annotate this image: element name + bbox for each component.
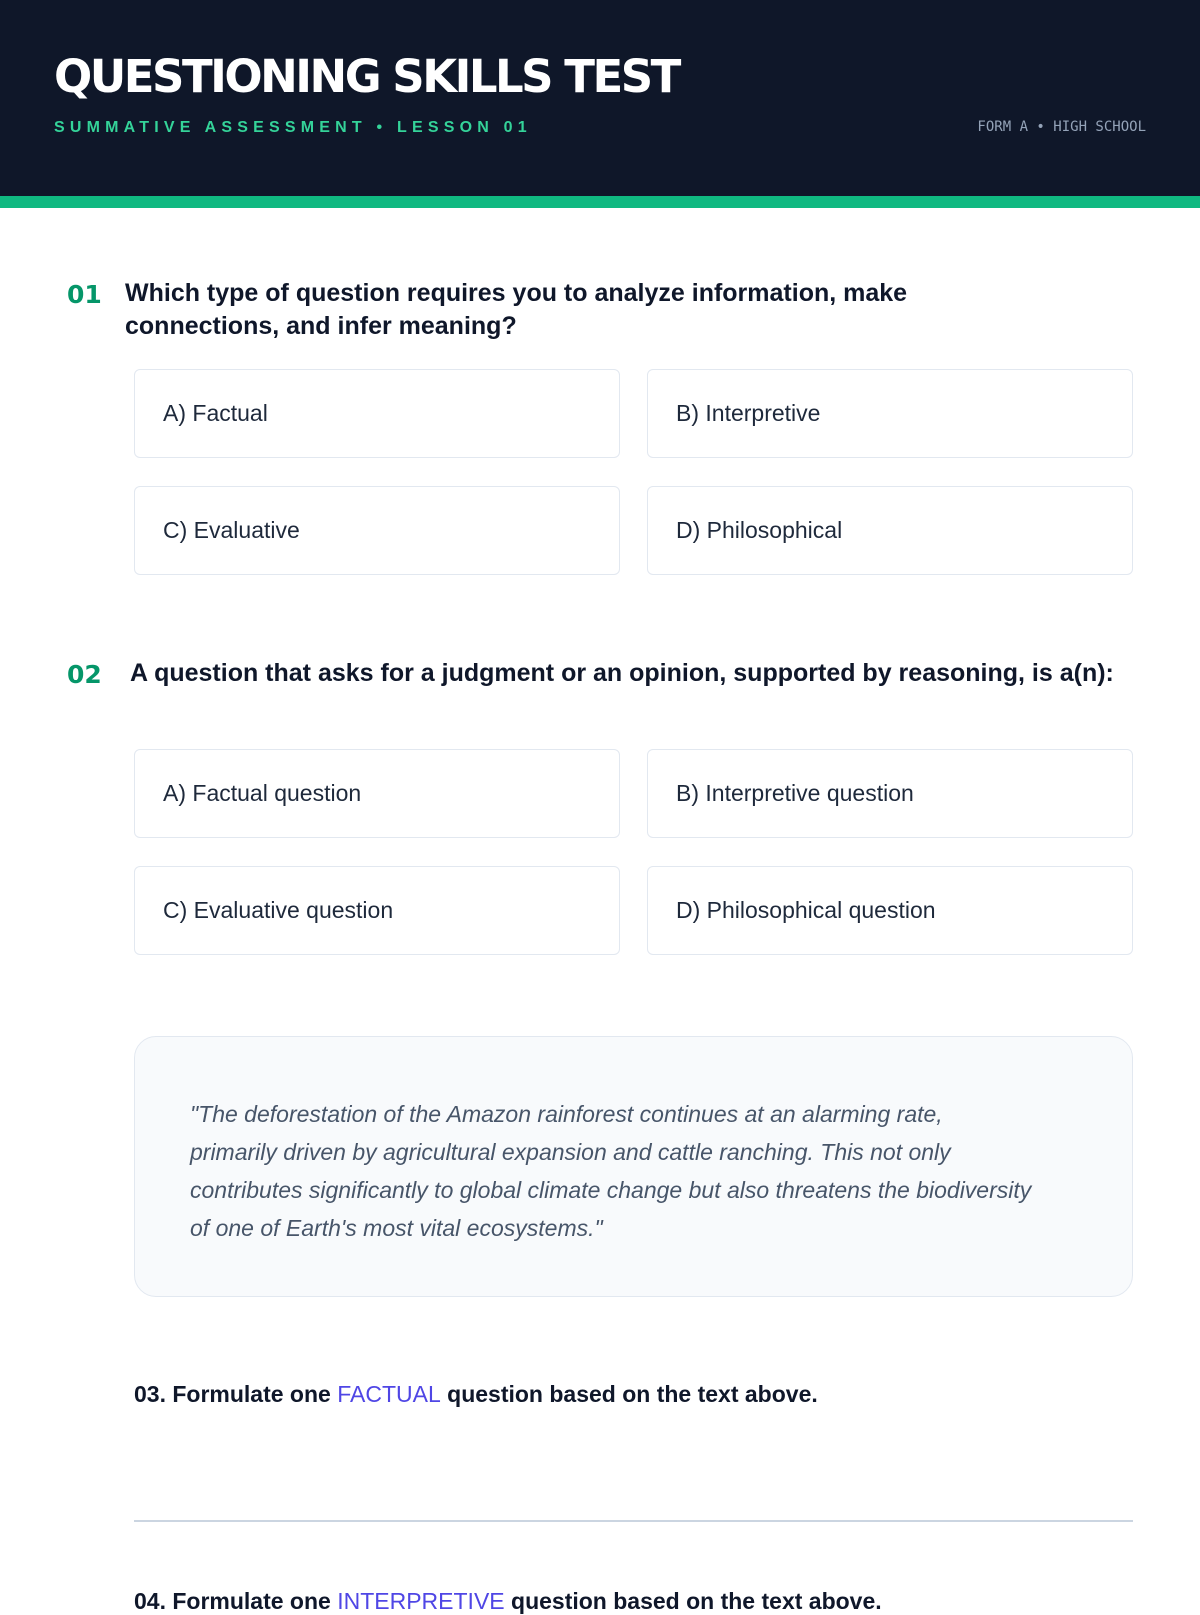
page-subtitle: SUMMATIVE ASSESSMENT • LESSON 01	[54, 119, 532, 136]
answer-option-c[interactable]: C) Evaluative question	[134, 866, 620, 955]
answer-option-c[interactable]: C) Evaluative	[134, 486, 620, 575]
prompt-tail: question based on the text above.	[504, 1588, 882, 1614]
short-answer-prompt	[134, 1381, 818, 1408]
answer-option-d[interactable]: D) Philosophical	[647, 486, 1133, 575]
page-title: QUESTIONING SKILLS TEST	[54, 50, 679, 103]
reading-passage	[134, 1036, 1133, 1297]
prompt-keyword: INTERPRETIVE	[337, 1588, 505, 1614]
short-answer-prompt	[134, 1588, 882, 1615]
question-text: Which type of question requires you to analyze information, make connections, and infer meaning?	[125, 279, 908, 340]
answer-line[interactable]	[134, 1520, 1133, 1522]
passage-text: "The deforestation of the Amazon rainforest continues at an alarming rate, primarily driven by agricultural expansion and cattle ranching. This not only contributes significantly to global climate change but also threatens the biodiversity of one of Earth's most vital ecosystems."	[190, 1101, 1032, 1241]
answer-option-a[interactable]: A) Factual	[134, 369, 620, 458]
prompt-lead: 03. Formulate one	[134, 1381, 338, 1407]
answer-option-b[interactable]: B) Interpretive	[647, 369, 1133, 458]
header-accent-bar	[0, 196, 1200, 208]
header-banner	[0, 0, 1200, 196]
prompt-keyword: FACTUAL	[337, 1381, 441, 1407]
prompt-tail: question based on the text above.	[440, 1381, 818, 1407]
question-number: 02	[67, 660, 102, 689]
question-text: A question that asks for a judgment or an opinion, supported by reasoning, is a(n):	[130, 659, 1114, 687]
prompt-lead: 04. Formulate one	[134, 1588, 338, 1614]
question-number: 01	[67, 280, 102, 309]
form-label: FORM A • HIGH SCHOOL	[977, 119, 1146, 135]
answer-option-b[interactable]: B) Interpretive question	[647, 749, 1133, 838]
answer-option-d[interactable]: D) Philosophical question	[647, 866, 1133, 955]
answer-option-a[interactable]: A) Factual question	[134, 749, 620, 838]
